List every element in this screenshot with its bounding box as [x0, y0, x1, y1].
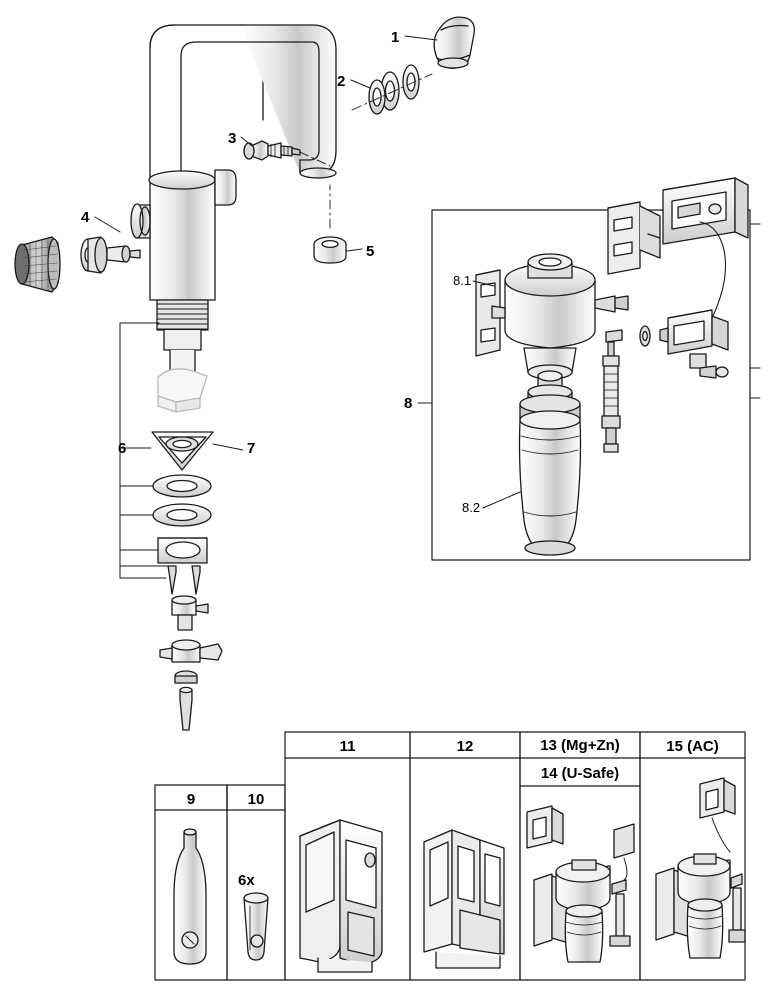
faucet-body: [131, 25, 336, 390]
part-5-sleeve-bush: [314, 185, 346, 263]
part-8-2-filter-cartridge: [520, 371, 581, 555]
flex-hose: [602, 330, 622, 452]
screw-pair: [168, 566, 200, 594]
callout-8-1: 8.1: [453, 273, 472, 288]
part-12-cooler-double: [424, 830, 504, 968]
callout-6: 6: [118, 440, 127, 457]
callout-8-2: 8.2: [462, 500, 481, 515]
part-15-ac-filter-kit: [656, 778, 745, 958]
box-label-11: 11: [339, 738, 356, 755]
part-6-mounting-kit: [152, 369, 222, 730]
part-13-14-filter-kit: [527, 806, 634, 962]
callout-1: 1: [391, 29, 400, 46]
display-bracket: [608, 202, 660, 274]
callout-4: 4: [81, 209, 90, 226]
box-label-12: 12: [456, 738, 474, 755]
box-label-9: 9: [186, 791, 196, 808]
box-label-13: 13 (Mg+Zn): [540, 737, 620, 754]
box-10-multiplier: 6x: [238, 872, 255, 889]
display-module: [663, 178, 748, 244]
box-label-14: 14 (U-Safe): [540, 765, 620, 782]
part-9-bottle: [174, 829, 206, 964]
callout-7: 7: [247, 440, 256, 457]
callout-2: 2: [337, 73, 346, 90]
box-label-10: 10: [247, 791, 265, 808]
box-label-15: 15 (AC): [666, 738, 719, 755]
callout-3: 3: [228, 130, 237, 147]
callout-8: 8: [404, 395, 413, 412]
callout-5: 5: [366, 243, 375, 260]
part-11-cooler-single: [300, 820, 382, 972]
part-2-o-ring-set: [352, 65, 432, 114]
part-1-spray-head: [434, 17, 474, 68]
part-4-handle-assembly: [15, 237, 140, 292]
part-10-filter-cup: [244, 893, 268, 960]
